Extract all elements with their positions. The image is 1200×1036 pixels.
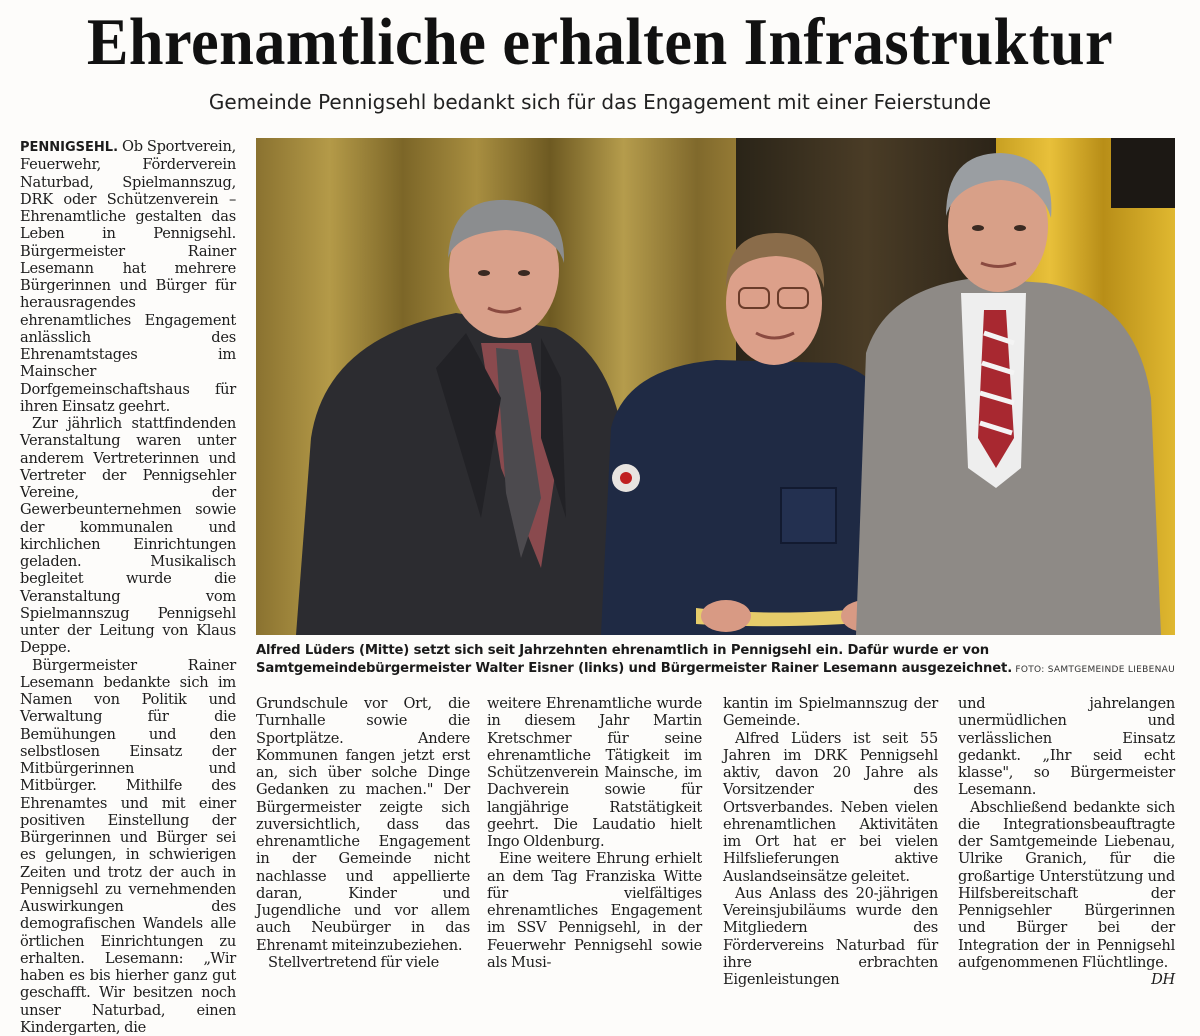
article-column-4	[723, 695, 938, 988]
article-photo	[256, 138, 1175, 635]
dateline: PENNIGSEHL.	[20, 140, 118, 155]
article-paragraph: und jahrelangen unermüdlichen und verlässlichen Einsatz gedankt. „Ihr seid echt klasse", so Bürgermeister Lesemann.	[958, 695, 1175, 799]
article-paragraph: Stellvertretend für viele	[256, 954, 470, 971]
article-column-1	[20, 138, 236, 1036]
article-paragraph: Zur jährlich stattfindenden Veranstaltung waren unter anderem Vertreterinnen und Vertreter der Pennigsehler Vereine, der Gewerbeunternehmen sowie der kommunalen und kirchlichen Einrichtungen geladen. Musikalisch begleitet wurde die Veranstaltung vom Spielmannszug Pennigsehl unter der Leitung von Klaus Deppe.	[20, 415, 236, 657]
paragraph-text: Abschließend bedankte sich die Integrationsbeauftragte der Samtgemeinde Liebenau, Ulrike Granich, für die großartige Unterstützung und Hilfsbereitschaft der Pennigsehler Bürgerinnen und Bürger bei der Integration der in Pennigsehl aufgenommenen Flüchtlinge.	[958, 799, 1175, 971]
article-paragraph: Aus Anlass des 20-jährigen Vereinsjubiläums wurde den Mitgliedern des Fördervereins Naturbad für ihre erbrachten Eigenleistungen	[723, 885, 938, 989]
photo-three-men	[256, 138, 1175, 635]
article-paragraph: weitere Ehrenamtliche wurde in diesem Jahr Martin Kretschmer für seine ehrenamtliche Tätigkeit im Schützenverein Mainsche, im Dachverein sowie für langjährige Ratstätigkeit geehrt. Die Laudatio hielt Ingo Oldenburg.	[487, 695, 702, 850]
article-paragraph: Grundschule vor Ort, die Turnhalle sowie die Sportplätze. Andere Kommunen fangen jetzt erst an, sich über solche Dinge Gedanken zu machen." Der Bürgermeister zeigte sich zuversichtlich, dass das ehrenamtliche Engagement in der Gemeinde nicht nachlasse und appellierte daran, Kinder und Jugendliche und vor allem auch Neubürger in das Ehrenamt miteinzubeziehen.	[256, 695, 470, 954]
article-paragraph: kantin im Spielmannszug der Gemeinde.	[723, 695, 938, 730]
article-column-2	[256, 695, 470, 971]
article-paragraph	[20, 138, 236, 415]
subheadline: Gemeinde Pennigsehl bedankt sich für das Engagement mit einer Feierstunde	[0, 88, 1200, 116]
article-paragraph: Bürgermeister Rainer Lesemann bedankte sich im Namen von Politik und Verwaltung für die Bemühungen und den selbstlosen Einsatz der Mitbürgerinnen und Mitbürger. Mithilfe des Ehrenamtes und mit einer positiven Einstellung der Bürgerinnen und Bürger sei es gelungen, in schwierigen Zeiten und trotz der auch in Pennigsehl zu vernehmenden Auswirkungen des demografischen Wandels alle örtlichen Einrichtungen zu erhalten. Lesemann: „Wir haben es bis hierher ganz gut geschafft. Wir besitzen noch unser Naturbad, einen Kindergarten, die	[20, 657, 236, 1036]
photo-credit: FOTO: SAMTGEMEINDE LIEBENAU	[1015, 665, 1175, 675]
headline: Ehrenamtliche erhalten Infrastruktur	[42, 4, 1158, 80]
article-paragraph	[958, 799, 1175, 972]
article-paragraph: Eine weitere Ehrung erhielt an dem Tag Franziska Witte für vielfältiges ehrenamtliches Engagement im SSV Pennigsehl, in der Feuerwehr Pennigsehl sowie als Musi-	[487, 850, 702, 971]
article-paragraph: Alfred Lüders ist seit 55 Jahren im DRK Pennigsehl aktiv, davon 20 Jahre als Vorsitzender des Ortsverbandes. Neben vielen ehrenamtlichen Aktivitäten im Ort hat er bei vielen Hilfslieferungen aktive Auslandseinsätze geleitet.	[723, 730, 938, 885]
article-column-5	[958, 695, 1175, 988]
paragraph-text: Ob Sportverein, Feuerwehr, Förderverein Naturbad, Spielmannszug, DRK oder Schützenverein – Ehrenamtliche gestalten das Leben in Pennigsehl. Bürgermeister Rainer Lesemann hat mehrere Bürgerinnen und Bürger für herausragendes ehrenamtliches Engagement anlässlich des Ehrenamtstages im Mainscher Dorfgemeinschaftshaus für ihren Einsatz geehrt.	[20, 138, 236, 415]
photo-caption: Alfred Lüders (Mitte) setzt sich seit Jahrzehnten ehrenamtlich in Pennigsehl ein. Dafür wurde er von Samtgemeindebürgermeister Walter Eisner (links) und Bürgermeister Rainer Lesemann ausgezeichnet.	[256, 642, 1175, 678]
author-initials: DH	[1139, 971, 1175, 988]
article-column-3	[487, 695, 702, 971]
